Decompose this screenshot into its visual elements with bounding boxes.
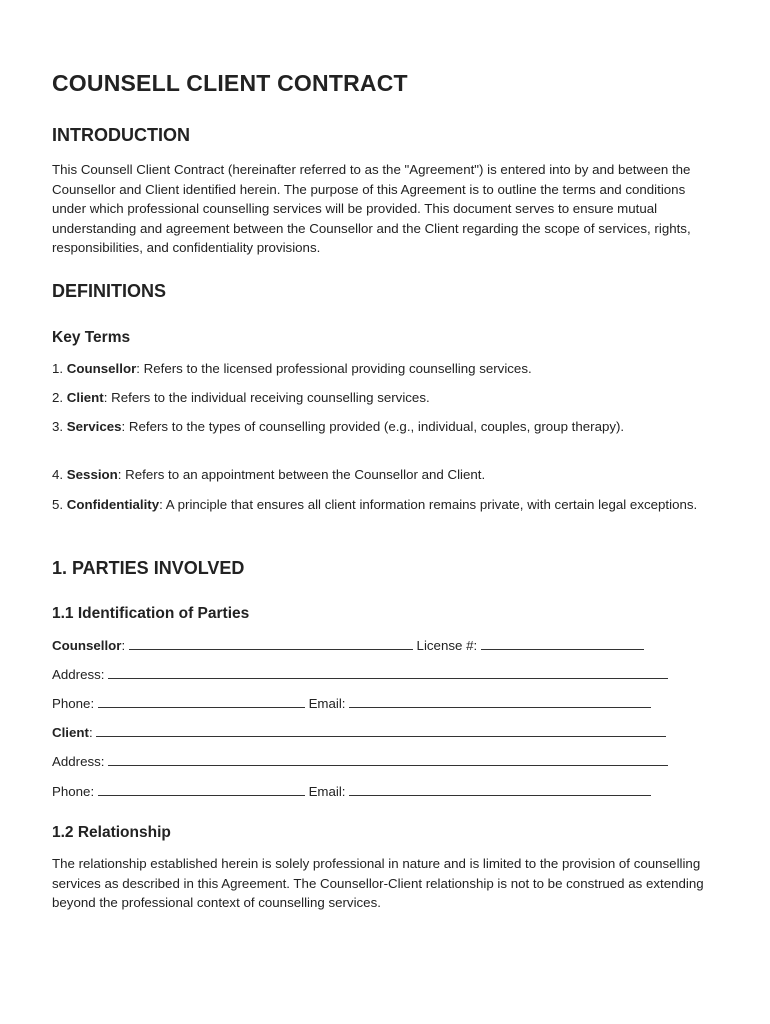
counsellor-phone-blank[interactable] bbox=[98, 695, 305, 708]
counsellor-address-blank[interactable] bbox=[108, 666, 668, 679]
introduction-text: This Counsell Client Contract (hereinafter referred to as the "Agreement") is entered into by and between the Counsellor and Client identified herein. The purpose of this Agreement is to outline the terms and conditions under which professional counselling services will be provided. This document serves to ensure mutual understanding and agreement between the Counsellor and the Client regarding the scope of services, rights, responsibilities, and confidentiality provisions. bbox=[52, 162, 691, 256]
definition-text: : Refers to an appointment between the Counsellor and Client. bbox=[117, 467, 486, 482]
relationship-heading: 1.2 Relationship bbox=[52, 824, 171, 841]
counsellor-address-line bbox=[52, 665, 718, 685]
definition-number: 2. bbox=[52, 390, 64, 405]
definition-text: : Refers to the types of counselling provided (e.g., individual, couples, group therapy). bbox=[121, 419, 625, 434]
parties-heading: 1. PARTIES INVOLVED bbox=[52, 558, 245, 578]
client-label: Client bbox=[52, 725, 89, 740]
counsellor-email-blank[interactable] bbox=[349, 695, 651, 708]
phone-label: Phone: bbox=[52, 784, 95, 799]
definition-number: 1. bbox=[52, 361, 64, 376]
client-address-line bbox=[52, 752, 718, 772]
definition-item-session bbox=[52, 465, 718, 485]
client-contact-line bbox=[52, 782, 718, 802]
address-label: Address: bbox=[52, 667, 105, 682]
definition-text: : Refers to the licensed professional providing counselling services. bbox=[136, 361, 532, 376]
definition-term: Client bbox=[66, 390, 104, 405]
definition-text: : A principle that ensures all client information remains private, with certain legal exceptions. bbox=[159, 497, 698, 512]
definition-term: Services bbox=[66, 419, 122, 434]
client-phone-blank[interactable] bbox=[98, 783, 305, 796]
definition-number: 3. bbox=[52, 419, 64, 434]
license-number-blank[interactable] bbox=[481, 637, 644, 650]
definition-item-client bbox=[52, 388, 718, 408]
client-email-blank[interactable] bbox=[349, 783, 651, 796]
definition-item-counsellor bbox=[52, 359, 718, 379]
definition-text: : Refers to the individual receiving counselling services. bbox=[103, 390, 430, 405]
email-label: Email: bbox=[308, 696, 346, 711]
definition-term: Confidentiality bbox=[66, 497, 160, 512]
definition-number: 5. bbox=[52, 497, 64, 512]
counsellor-name-blank[interactable] bbox=[129, 637, 413, 650]
definition-item-confidentiality bbox=[52, 495, 702, 515]
phone-label: Phone: bbox=[52, 696, 95, 711]
relationship-text: The relationship established herein is solely professional in nature and is limited to the provision of counselling services as described in this Agreement. The Counsellor-Client relationship is not to be construed as extending beyond the professional context of counselling services. bbox=[52, 856, 704, 911]
client-address-blank[interactable] bbox=[108, 753, 668, 766]
introduction-heading: INTRODUCTION bbox=[52, 125, 190, 145]
definition-number: 4. bbox=[52, 467, 64, 482]
definition-term: Session bbox=[66, 467, 118, 482]
email-label: Email: bbox=[308, 784, 346, 799]
license-label: License #: bbox=[416, 638, 478, 653]
document-title: COUNSELL CLIENT CONTRACT bbox=[52, 70, 408, 96]
counsellor-label: Counsellor bbox=[52, 638, 122, 653]
definition-item-services bbox=[52, 417, 672, 437]
identification-heading: 1.1 Identification of Parties bbox=[52, 605, 250, 622]
client-name-blank[interactable] bbox=[96, 724, 666, 737]
definition-term: Counsellor bbox=[66, 361, 137, 376]
counsellor-line: Counsellor: License #: bbox=[52, 636, 718, 656]
address-label: Address: bbox=[52, 754, 105, 769]
counsellor-contact-line bbox=[52, 694, 718, 714]
key-terms-heading: Key Terms bbox=[52, 329, 131, 346]
client-line: Client: bbox=[52, 723, 718, 743]
definitions-heading: DEFINITIONS bbox=[52, 281, 167, 301]
